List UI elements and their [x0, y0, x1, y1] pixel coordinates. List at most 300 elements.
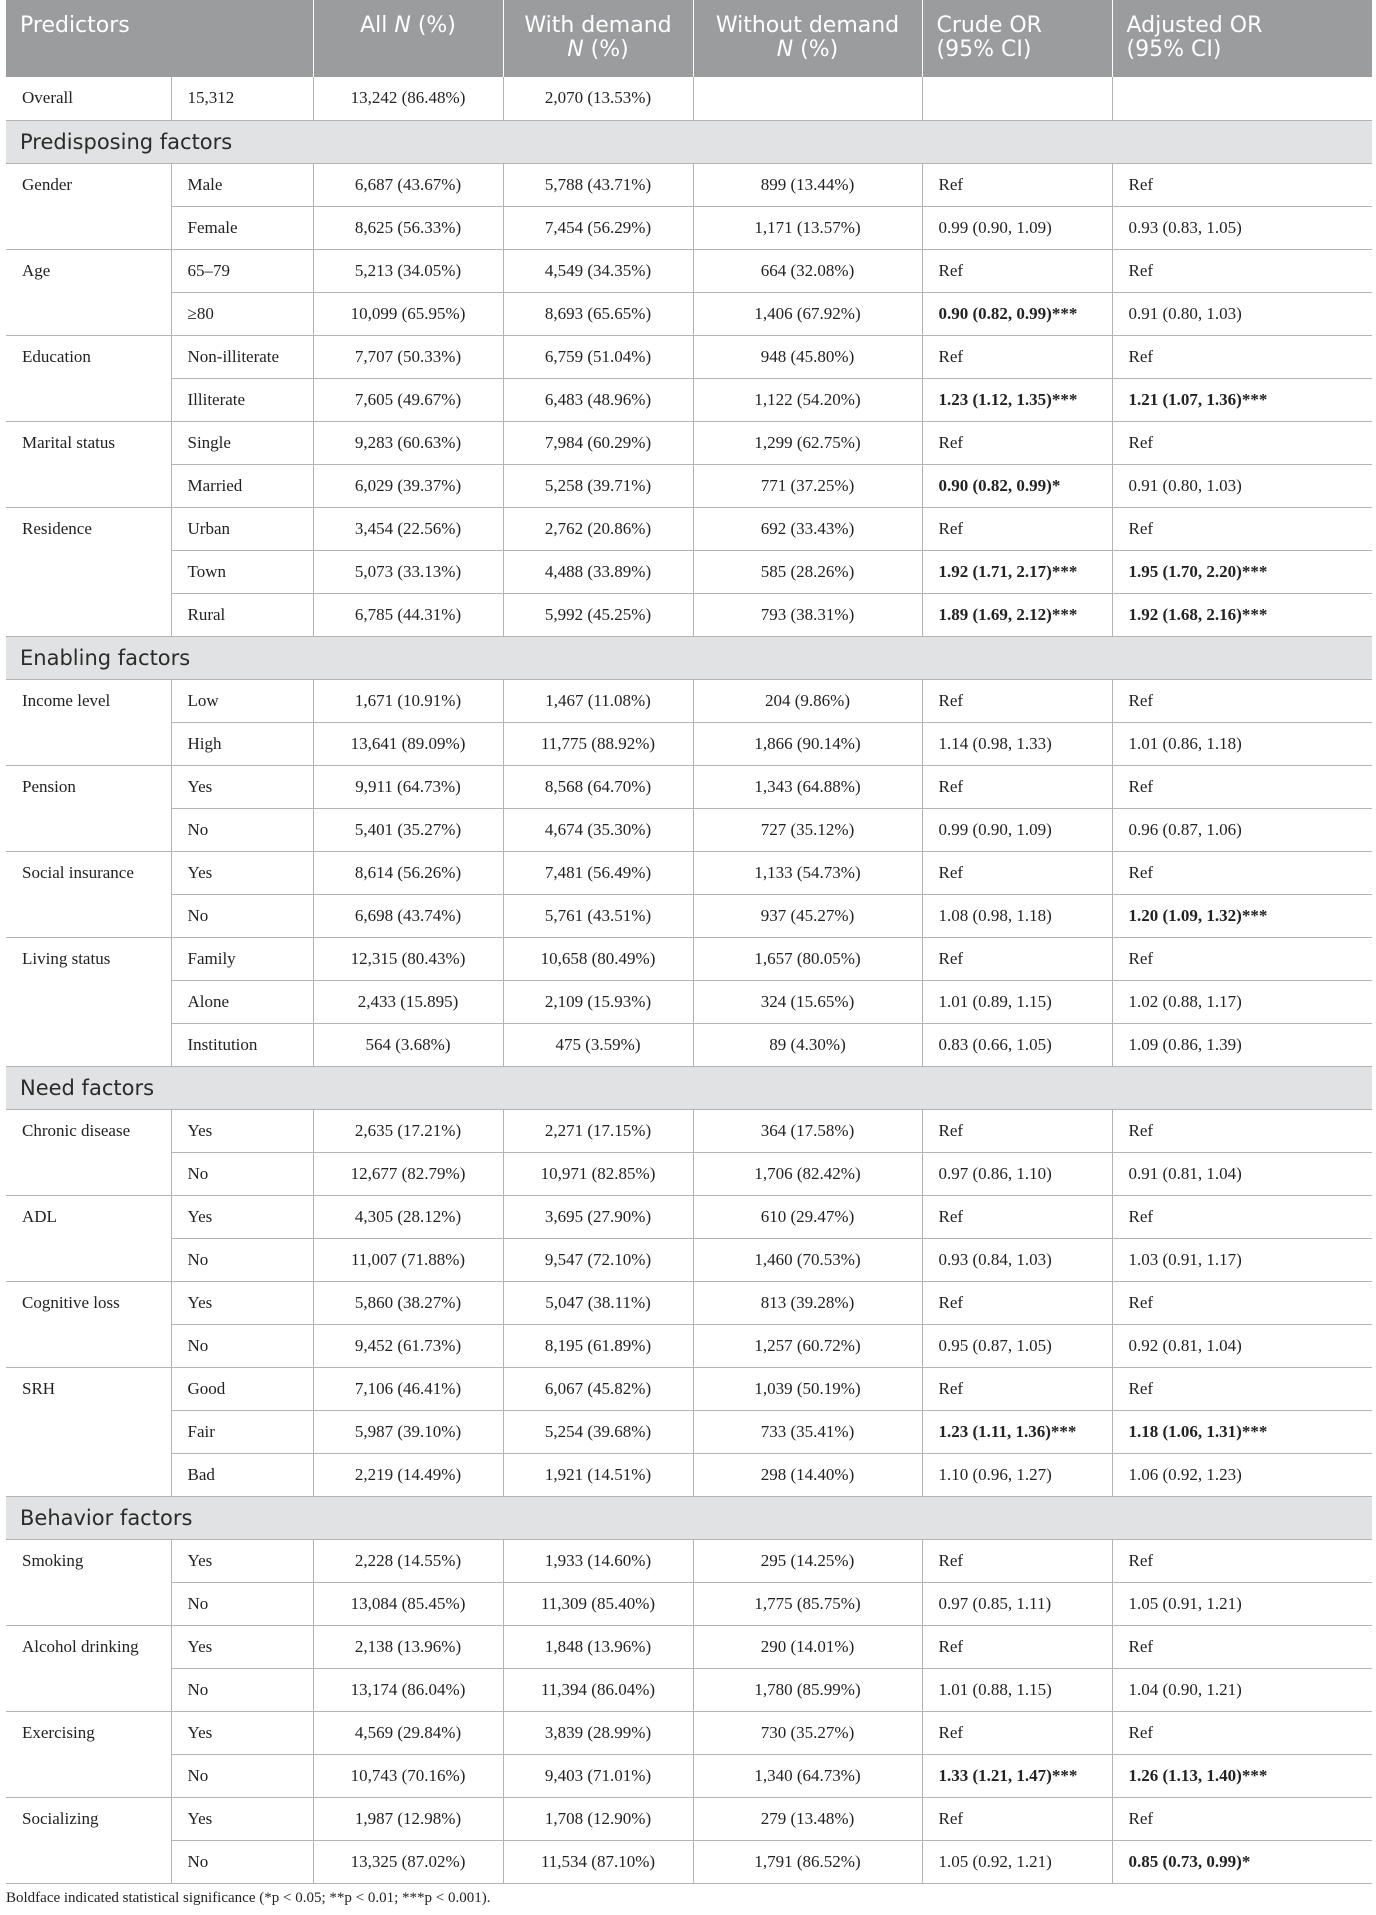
header-adjusted-or: [1112, 0, 1372, 77]
header-without-demand-n: N: [776, 37, 794, 62]
overall-adjusted: [1112, 77, 1372, 120]
predictor-cell: [6, 206, 171, 249]
crude-or-cell: 0.99 (0.90, 1.09): [922, 808, 1112, 851]
all-cell: 5,401 (35.27%): [313, 808, 503, 851]
without-demand-cell: 1,340 (64.73%): [693, 1754, 922, 1797]
with-demand-cell: 9,403 (71.01%): [503, 1754, 693, 1797]
table-row: [6, 1797, 1372, 1840]
all-cell: 2,228 (14.55%): [313, 1539, 503, 1582]
all-cell: 10,099 (65.95%): [313, 292, 503, 335]
level-cell: Yes: [171, 1195, 313, 1238]
predictor-cell: [6, 1582, 171, 1625]
table-row: [6, 1324, 1372, 1367]
without-demand-cell: 1,706 (82.42%): [693, 1152, 922, 1195]
section-title: Behavior factors: [6, 1496, 1372, 1539]
with-demand-cell: 6,759 (51.04%): [503, 335, 693, 378]
all-cell: 13,084 (85.45%): [313, 1582, 503, 1625]
with-demand-cell: 3,839 (28.99%): [503, 1711, 693, 1754]
level-cell: Yes: [171, 1711, 313, 1754]
table-row: [6, 980, 1372, 1023]
level-cell: No: [171, 1668, 313, 1711]
header-adjusted-ci: (95% CI): [1126, 37, 1222, 62]
all-cell: 5,987 (39.10%): [313, 1410, 503, 1453]
without-demand-cell: 1,866 (90.14%): [693, 722, 922, 765]
header-crude-or-text: Crude OR: [936, 13, 1042, 38]
header-without-demand: [693, 0, 922, 77]
without-demand-cell: 664 (32.08%): [693, 249, 922, 292]
predictor-cell: Income level: [6, 679, 171, 722]
level-cell: Low: [171, 679, 313, 722]
crude-or-cell: Ref: [922, 1625, 1112, 1668]
adjusted-or-cell: Ref: [1112, 507, 1372, 550]
without-demand-cell: 1,299 (62.75%): [693, 421, 922, 464]
without-demand-cell: 1,257 (60.72%): [693, 1324, 922, 1367]
without-demand-cell: 730 (35.27%): [693, 1711, 922, 1754]
crude-or-cell: Ref: [922, 765, 1112, 808]
results-table: [6, 0, 1372, 1884]
table-row: [6, 507, 1372, 550]
crude-or-cell: 1.14 (0.98, 1.33): [922, 722, 1112, 765]
predictor-cell: Marital status: [6, 421, 171, 464]
without-demand-cell: 937 (45.27%): [693, 894, 922, 937]
crude-or-cell: 1.89 (1.69, 2.12)***: [922, 593, 1112, 636]
table-row: [6, 679, 1372, 722]
with-demand-cell: 1,933 (14.60%): [503, 1539, 693, 1582]
adjusted-or-cell: 0.96 (0.87, 1.06): [1112, 808, 1372, 851]
header-all-pct: (%): [410, 13, 456, 38]
crude-or-cell: 0.97 (0.86, 1.10): [922, 1152, 1112, 1195]
level-cell: Urban: [171, 507, 313, 550]
with-demand-cell: 5,761 (43.51%): [503, 894, 693, 937]
table-row: [6, 163, 1372, 206]
without-demand-cell: 948 (45.80%): [693, 335, 922, 378]
table-row: [6, 550, 1372, 593]
header-row: [6, 0, 1372, 77]
adjusted-or-cell: 1.18 (1.06, 1.31)***: [1112, 1410, 1372, 1453]
all-cell: 564 (3.68%): [313, 1023, 503, 1066]
with-demand-cell: 6,483 (48.96%): [503, 378, 693, 421]
adjusted-or-cell: 1.95 (1.70, 2.20)***: [1112, 550, 1372, 593]
without-demand-cell: 793 (38.31%): [693, 593, 922, 636]
adjusted-or-cell: 1.21 (1.07, 1.36)***: [1112, 378, 1372, 421]
with-demand-cell: 475 (3.59%): [503, 1023, 693, 1066]
table-row: [6, 765, 1372, 808]
with-demand-cell: 1,467 (11.08%): [503, 679, 693, 722]
without-demand-cell: 585 (28.26%): [693, 550, 922, 593]
level-cell: Non-illiterate: [171, 335, 313, 378]
predictor-cell: Alcohol drinking: [6, 1625, 171, 1668]
with-demand-cell: 7,481 (56.49%): [503, 851, 693, 894]
predictor-cell: [6, 464, 171, 507]
adjusted-or-cell: Ref: [1112, 163, 1372, 206]
adjusted-or-cell: 0.92 (0.81, 1.04): [1112, 1324, 1372, 1367]
table-row: [6, 1367, 1372, 1410]
crude-or-cell: Ref: [922, 335, 1112, 378]
predictor-cell: [6, 894, 171, 937]
level-cell: Good: [171, 1367, 313, 1410]
with-demand-cell: 5,788 (43.71%): [503, 163, 693, 206]
table-row: [6, 1840, 1372, 1883]
level-cell: Yes: [171, 765, 313, 808]
with-demand-cell: 5,258 (39.71%): [503, 464, 693, 507]
level-cell: Bad: [171, 1453, 313, 1496]
table-row: [6, 808, 1372, 851]
adjusted-or-cell: Ref: [1112, 1281, 1372, 1324]
crude-or-cell: 0.93 (0.84, 1.03): [922, 1238, 1112, 1281]
adjusted-or-cell: 1.26 (1.13, 1.40)***: [1112, 1754, 1372, 1797]
with-demand-cell: 2,762 (20.86%): [503, 507, 693, 550]
all-cell: 13,174 (86.04%): [313, 1668, 503, 1711]
overall-with: 2,070 (13.53%): [503, 77, 693, 120]
predictor-cell: [6, 980, 171, 1023]
table-row: [6, 1109, 1372, 1152]
crude-or-cell: Ref: [922, 1711, 1112, 1754]
all-cell: 10,743 (70.16%): [313, 1754, 503, 1797]
without-demand-cell: 324 (15.65%): [693, 980, 922, 1023]
crude-or-cell: 1.05 (0.92, 1.21): [922, 1840, 1112, 1883]
overall-label: Overall: [6, 77, 171, 120]
table-row: [6, 1582, 1372, 1625]
all-cell: 1,987 (12.98%): [313, 1797, 503, 1840]
table-row: [6, 378, 1372, 421]
without-demand-cell: 1,171 (13.57%): [693, 206, 922, 249]
with-demand-cell: 1,921 (14.51%): [503, 1453, 693, 1496]
overall-row: [6, 77, 1372, 120]
all-cell: 5,213 (34.05%): [313, 249, 503, 292]
predictor-cell: ADL: [6, 1195, 171, 1238]
adjusted-or-cell: 1.92 (1.68, 2.16)***: [1112, 593, 1372, 636]
table-body: [6, 77, 1372, 1883]
predictor-cell: [6, 1023, 171, 1066]
all-cell: 2,433 (15.895): [313, 980, 503, 1023]
without-demand-cell: 1,780 (85.99%): [693, 1668, 922, 1711]
overall-n: 15,312: [171, 77, 313, 120]
header-with-demand-n: N: [567, 37, 584, 62]
crude-or-cell: 0.83 (0.66, 1.05): [922, 1023, 1112, 1066]
table-row: [6, 1711, 1372, 1754]
all-cell: 2,138 (13.96%): [313, 1625, 503, 1668]
results-table-container: [6, 0, 1372, 1884]
with-demand-cell: 8,693 (65.65%): [503, 292, 693, 335]
with-demand-cell: 2,271 (17.15%): [503, 1109, 693, 1152]
table-row: [6, 1668, 1372, 1711]
adjusted-or-cell: 0.91 (0.80, 1.03): [1112, 292, 1372, 335]
table-row: [6, 249, 1372, 292]
without-demand-cell: 279 (13.48%): [693, 1797, 922, 1840]
table-row: [6, 937, 1372, 980]
crude-or-cell: Ref: [922, 163, 1112, 206]
section-title: Predisposing factors: [6, 120, 1372, 163]
with-demand-cell: 11,775 (88.92%): [503, 722, 693, 765]
with-demand-cell: 5,254 (39.68%): [503, 1410, 693, 1453]
header-predictors: [6, 0, 313, 77]
level-cell: No: [171, 1754, 313, 1797]
table-row: [6, 1152, 1372, 1195]
crude-or-cell: 1.23 (1.12, 1.35)***: [922, 378, 1112, 421]
without-demand-cell: 899 (13.44%): [693, 163, 922, 206]
adjusted-or-cell: Ref: [1112, 249, 1372, 292]
without-demand-cell: 1,791 (86.52%): [693, 1840, 922, 1883]
crude-or-cell: Ref: [922, 851, 1112, 894]
predictor-cell: Education: [6, 335, 171, 378]
adjusted-or-cell: 1.03 (0.91, 1.17): [1112, 1238, 1372, 1281]
with-demand-cell: 11,309 (85.40%): [503, 1582, 693, 1625]
all-cell: 12,677 (82.79%): [313, 1152, 503, 1195]
crude-or-cell: 1.08 (0.98, 1.18): [922, 894, 1112, 937]
crude-or-cell: Ref: [922, 937, 1112, 980]
header-with-demand-pct: (%): [583, 37, 629, 62]
section-title: Enabling factors: [6, 636, 1372, 679]
level-cell: No: [171, 808, 313, 851]
crude-or-cell: Ref: [922, 507, 1112, 550]
table-row: [6, 894, 1372, 937]
level-cell: Rural: [171, 593, 313, 636]
predictor-cell: [6, 292, 171, 335]
section-header-row: [6, 120, 1372, 163]
predictor-cell: [6, 593, 171, 636]
all-cell: 12,315 (80.43%): [313, 937, 503, 980]
all-cell: 8,625 (56.33%): [313, 206, 503, 249]
all-cell: 2,219 (14.49%): [313, 1453, 503, 1496]
header-all: [313, 0, 503, 77]
header-with-demand-text: With demand: [524, 13, 672, 38]
table-row: [6, 464, 1372, 507]
all-cell: 4,569 (29.84%): [313, 1711, 503, 1754]
level-cell: Yes: [171, 851, 313, 894]
level-cell: High: [171, 722, 313, 765]
level-cell: Single: [171, 421, 313, 464]
overall-all: 13,242 (86.48%): [313, 77, 503, 120]
with-demand-cell: 2,109 (15.93%): [503, 980, 693, 1023]
with-demand-cell: 5,047 (38.11%): [503, 1281, 693, 1324]
level-cell: No: [171, 1840, 313, 1883]
table-row: [6, 1410, 1372, 1453]
all-cell: 8,614 (56.26%): [313, 851, 503, 894]
header-without-demand-pct: (%): [793, 37, 839, 62]
with-demand-cell: 4,488 (33.89%): [503, 550, 693, 593]
crude-or-cell: 0.95 (0.87, 1.05): [922, 1324, 1112, 1367]
all-cell: 3,454 (22.56%): [313, 507, 503, 550]
predictor-cell: [6, 1238, 171, 1281]
all-cell: 4,305 (28.12%): [313, 1195, 503, 1238]
adjusted-or-cell: 1.01 (0.86, 1.18): [1112, 722, 1372, 765]
section-header-row: [6, 1496, 1372, 1539]
all-cell: 6,029 (39.37%): [313, 464, 503, 507]
without-demand-cell: 727 (35.12%): [693, 808, 922, 851]
with-demand-cell: 11,394 (86.04%): [503, 1668, 693, 1711]
level-cell: Fair: [171, 1410, 313, 1453]
with-demand-cell: 4,549 (34.35%): [503, 249, 693, 292]
table-row: [6, 206, 1372, 249]
without-demand-cell: 1,039 (50.19%): [693, 1367, 922, 1410]
table-row: [6, 851, 1372, 894]
table-row: [6, 421, 1372, 464]
all-cell: 9,911 (64.73%): [313, 765, 503, 808]
table-row: [6, 1281, 1372, 1324]
predictor-cell: [6, 378, 171, 421]
without-demand-cell: 733 (35.41%): [693, 1410, 922, 1453]
crude-or-cell: Ref: [922, 249, 1112, 292]
table-row: [6, 292, 1372, 335]
level-cell: Yes: [171, 1281, 313, 1324]
crude-or-cell: 0.90 (0.82, 0.99)***: [922, 292, 1112, 335]
section-title: Need factors: [6, 1066, 1372, 1109]
without-demand-cell: 364 (17.58%): [693, 1109, 922, 1152]
without-demand-cell: 813 (39.28%): [693, 1281, 922, 1324]
table-row: [6, 722, 1372, 765]
without-demand-cell: 89 (4.30%): [693, 1023, 922, 1066]
adjusted-or-cell: 1.05 (0.91, 1.21): [1112, 1582, 1372, 1625]
header-all-text: All: [360, 13, 395, 38]
predictor-cell: Gender: [6, 163, 171, 206]
adjusted-or-cell: Ref: [1112, 1539, 1372, 1582]
with-demand-cell: 6,067 (45.82%): [503, 1367, 693, 1410]
crude-or-cell: Ref: [922, 1109, 1112, 1152]
without-demand-cell: 1,406 (67.92%): [693, 292, 922, 335]
table-row: [6, 593, 1372, 636]
crude-or-cell: Ref: [922, 1281, 1112, 1324]
level-cell: Yes: [171, 1797, 313, 1840]
without-demand-cell: 610 (29.47%): [693, 1195, 922, 1238]
with-demand-cell: 9,547 (72.10%): [503, 1238, 693, 1281]
adjusted-or-cell: Ref: [1112, 679, 1372, 722]
level-cell: Yes: [171, 1109, 313, 1152]
adjusted-or-cell: 0.91 (0.80, 1.03): [1112, 464, 1372, 507]
with-demand-cell: 11,534 (87.10%): [503, 1840, 693, 1883]
without-demand-cell: 1,657 (80.05%): [693, 937, 922, 980]
adjusted-or-cell: 0.93 (0.83, 1.05): [1112, 206, 1372, 249]
predictor-cell: Pension: [6, 765, 171, 808]
level-cell: No: [171, 1152, 313, 1195]
predictor-cell: [6, 1324, 171, 1367]
crude-or-cell: 1.10 (0.96, 1.27): [922, 1453, 1112, 1496]
crude-or-cell: Ref: [922, 1539, 1112, 1582]
predictor-cell: [6, 722, 171, 765]
table-row: [6, 1238, 1372, 1281]
crude-or-cell: Ref: [922, 1195, 1112, 1238]
with-demand-cell: 10,658 (80.49%): [503, 937, 693, 980]
without-demand-cell: 298 (14.40%): [693, 1453, 922, 1496]
header-crude-ci: (95% CI): [936, 37, 1032, 62]
crude-or-cell: Ref: [922, 1367, 1112, 1410]
predictor-cell: [6, 1410, 171, 1453]
header-with-demand: [503, 0, 693, 77]
crude-or-cell: Ref: [922, 679, 1112, 722]
header-all-n: N: [394, 13, 411, 38]
without-demand-cell: 204 (9.86%): [693, 679, 922, 722]
level-cell: Town: [171, 550, 313, 593]
table-row: [6, 335, 1372, 378]
crude-or-cell: Ref: [922, 421, 1112, 464]
crude-or-cell: 1.01 (0.88, 1.15): [922, 1668, 1112, 1711]
without-demand-cell: 771 (37.25%): [693, 464, 922, 507]
table-row: [6, 1023, 1372, 1066]
table-row: [6, 1539, 1372, 1582]
all-cell: 1,671 (10.91%): [313, 679, 503, 722]
predictor-cell: [6, 1668, 171, 1711]
level-cell: Male: [171, 163, 313, 206]
header-crude-or: [922, 0, 1112, 77]
predictor-cell: Living status: [6, 937, 171, 980]
adjusted-or-cell: 1.09 (0.86, 1.39): [1112, 1023, 1372, 1066]
table-row: [6, 1625, 1372, 1668]
crude-or-cell: 1.01 (0.89, 1.15): [922, 980, 1112, 1023]
level-cell: No: [171, 894, 313, 937]
header-adjusted-or-text: Adjusted OR: [1126, 13, 1263, 38]
all-cell: 6,785 (44.31%): [313, 593, 503, 636]
with-demand-cell: 10,971 (82.85%): [503, 1152, 693, 1195]
level-cell: Yes: [171, 1625, 313, 1668]
level-cell: Female: [171, 206, 313, 249]
header-without-demand-text: Without demand: [715, 13, 900, 38]
all-cell: 7,605 (49.67%): [313, 378, 503, 421]
without-demand-cell: 1,122 (54.20%): [693, 378, 922, 421]
crude-or-cell: 1.23 (1.11, 1.36)***: [922, 1410, 1112, 1453]
adjusted-or-cell: Ref: [1112, 937, 1372, 980]
predictor-cell: Socializing: [6, 1797, 171, 1840]
adjusted-or-cell: Ref: [1112, 1625, 1372, 1668]
without-demand-cell: 1,343 (64.88%): [693, 765, 922, 808]
all-cell: 7,707 (50.33%): [313, 335, 503, 378]
all-cell: 11,007 (71.88%): [313, 1238, 503, 1281]
level-cell: Institution: [171, 1023, 313, 1066]
crude-or-cell: 0.90 (0.82, 0.99)*: [922, 464, 1112, 507]
adjusted-or-cell: 1.20 (1.09, 1.32)***: [1112, 894, 1372, 937]
crude-or-cell: 1.33 (1.21, 1.47)***: [922, 1754, 1112, 1797]
level-cell: Yes: [171, 1539, 313, 1582]
overall-without: [693, 77, 922, 120]
adjusted-or-cell: Ref: [1112, 335, 1372, 378]
predictor-cell: [6, 550, 171, 593]
all-cell: 5,860 (38.27%): [313, 1281, 503, 1324]
overall-crude: [922, 77, 1112, 120]
adjusted-or-cell: Ref: [1112, 1367, 1372, 1410]
all-cell: 5,073 (33.13%): [313, 550, 503, 593]
footnote: Boldface indicated statistical significance (*p < 0.05; **p < 0.01; ***p < 0.001).: [6, 1890, 491, 1906]
all-cell: 6,698 (43.74%): [313, 894, 503, 937]
crude-or-cell: 0.97 (0.85, 1.11): [922, 1582, 1112, 1625]
predictor-cell: [6, 1453, 171, 1496]
with-demand-cell: 7,984 (60.29%): [503, 421, 693, 464]
section-header-row: [6, 636, 1372, 679]
predictor-cell: Exercising: [6, 1711, 171, 1754]
level-cell: No: [171, 1582, 313, 1625]
adjusted-or-cell: 1.02 (0.88, 1.17): [1112, 980, 1372, 1023]
without-demand-cell: 1,460 (70.53%): [693, 1238, 922, 1281]
predictor-cell: Residence: [6, 507, 171, 550]
with-demand-cell: 5,992 (45.25%): [503, 593, 693, 636]
level-cell: Family: [171, 937, 313, 980]
predictor-cell: Age: [6, 249, 171, 292]
section-header-row: [6, 1066, 1372, 1109]
predictor-cell: Cognitive loss: [6, 1281, 171, 1324]
predictor-cell: Smoking: [6, 1539, 171, 1582]
all-cell: 9,452 (61.73%): [313, 1324, 503, 1367]
all-cell: 2,635 (17.21%): [313, 1109, 503, 1152]
level-cell: Illiterate: [171, 378, 313, 421]
table-row: [6, 1754, 1372, 1797]
level-cell: Alone: [171, 980, 313, 1023]
all-cell: 13,641 (89.09%): [313, 722, 503, 765]
with-demand-cell: 8,568 (64.70%): [503, 765, 693, 808]
adjusted-or-cell: Ref: [1112, 1109, 1372, 1152]
predictor-cell: Chronic disease: [6, 1109, 171, 1152]
all-cell: 13,325 (87.02%): [313, 1840, 503, 1883]
adjusted-or-cell: 1.06 (0.92, 1.23): [1112, 1453, 1372, 1496]
predictor-cell: [6, 1152, 171, 1195]
adjusted-or-cell: Ref: [1112, 851, 1372, 894]
adjusted-or-cell: Ref: [1112, 1195, 1372, 1238]
